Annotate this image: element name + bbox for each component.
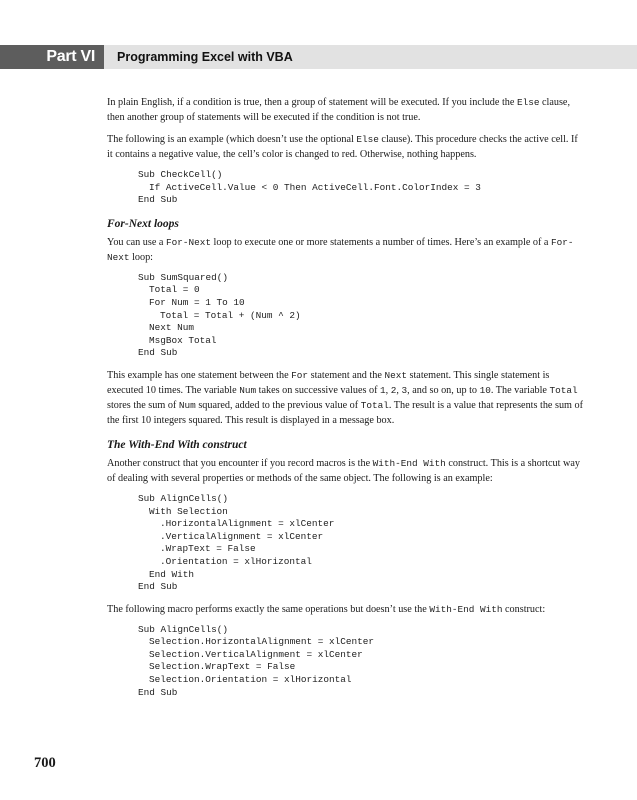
with-end-paragraph-1: Another construct that you encounter if you record macros is the With-End With construct. This is a shortcut way of dealing with several properties or methods of the same object. The following is an example:	[107, 457, 581, 484]
inline-code: For	[291, 369, 309, 381]
code-line: Sub SumSquared()	[138, 271, 229, 283]
code-line: Sub AlignCells()	[138, 623, 229, 635]
code-line: .WrapText = False	[160, 543, 256, 555]
inline-code: 10	[479, 384, 491, 396]
with-end-paragraph-2: The following macro performs exactly the same operations but doesn’t use the With-End With construct:	[107, 603, 546, 615]
inline-code: Else	[356, 134, 379, 145]
page-number: 700	[34, 755, 56, 771]
page-body	[107, 95, 585, 707]
inline-code: 2	[390, 384, 397, 396]
inline-code: For-Next	[107, 236, 574, 263]
code-line: If ActiveCell.Value < 0 Then ActiveCell.Font.ColorIndex = 3	[149, 181, 481, 193]
code-line: Sub AlignCells()	[138, 492, 229, 504]
code-line: Selection.WrapText = False	[149, 661, 296, 673]
inline-code: With-End With	[429, 603, 503, 615]
code-line: End Sub	[138, 194, 178, 206]
inline-code: Total	[549, 384, 578, 396]
inline-code: Total	[360, 399, 389, 411]
code-line: With Selection	[149, 505, 228, 517]
code-line: End Sub	[138, 347, 178, 359]
code-line: For Num = 1 To 10	[149, 296, 245, 308]
running-header-title: Programming Excel with VBA	[117, 50, 293, 64]
code-line: End With	[149, 568, 195, 580]
intro-paragraph-2: The following is an example (which doesn’t use the optional Else clause). This procedure checks the active cell. If it contains a negative value, the cell’s color is changed to red. Otherwise, nothing happens.	[107, 134, 578, 160]
for-next-paragraph-2: This example has one statement between the For statement and the Next statement. This single statement is executed 10 times. The variable Num takes on successive values of 1, 2, 3, and so on, up to 10. The variable Total stores the sum of Num squared, added to the previous value of Total. The result is a value that represents the sum of the first 10 integers squared. This result is displayed in a message box.	[107, 369, 584, 426]
code-line: Selection.HorizontalAlignment = xlCenter	[149, 636, 375, 648]
code-line: MsgBox Total	[149, 334, 217, 346]
inline-code: With-End With	[372, 457, 446, 469]
intro-paragraph-1: In plain English, if a condition is true, then a group of statement will be executed. If you include the Else clause, then another group of statements will be executed if the condition is not true.	[107, 97, 571, 123]
section-heading-for-next: For-Next loops	[107, 217, 179, 230]
inline-code: Num	[178, 399, 196, 411]
code-block-checkcell	[138, 169, 585, 207]
part-label: Part VI	[0, 45, 104, 69]
section-heading-with-end-with: The With-End With construct	[107, 438, 247, 451]
inline-code: 3	[401, 384, 408, 396]
code-line: Selection.Orientation = xlHorizontal	[149, 674, 352, 686]
code-line: Total = Total + (Num ^ 2)	[160, 309, 301, 321]
code-line: Selection.VerticalAlignment = xlCenter	[149, 648, 363, 660]
code-line: Next Num	[149, 322, 195, 334]
code-line: .HorizontalAlignment = xlCenter	[160, 518, 335, 530]
code-block-aligncells-selection	[138, 624, 585, 700]
code-line: .VerticalAlignment = xlCenter	[160, 530, 324, 542]
code-line: End Sub	[138, 686, 178, 698]
inline-code: Else	[516, 97, 540, 108]
inline-code: For-Next	[165, 236, 211, 248]
inline-code: Next	[384, 369, 407, 381]
code-line: Sub CheckCell()	[138, 169, 223, 180]
code-line: .Orientation = xlHorizontal	[160, 555, 312, 567]
inline-code: 1	[380, 384, 386, 396]
code-block-aligncells-with	[138, 493, 585, 594]
code-line: End Sub	[138, 581, 178, 593]
code-block-sumsquared	[138, 272, 585, 360]
inline-code: Num	[239, 384, 257, 396]
code-line: Total = 0	[149, 284, 200, 296]
for-next-paragraph-1: You can use a For-Next loop to execute one or more statements a number of times. Here’s an example of a For-Next loop:	[107, 236, 574, 263]
